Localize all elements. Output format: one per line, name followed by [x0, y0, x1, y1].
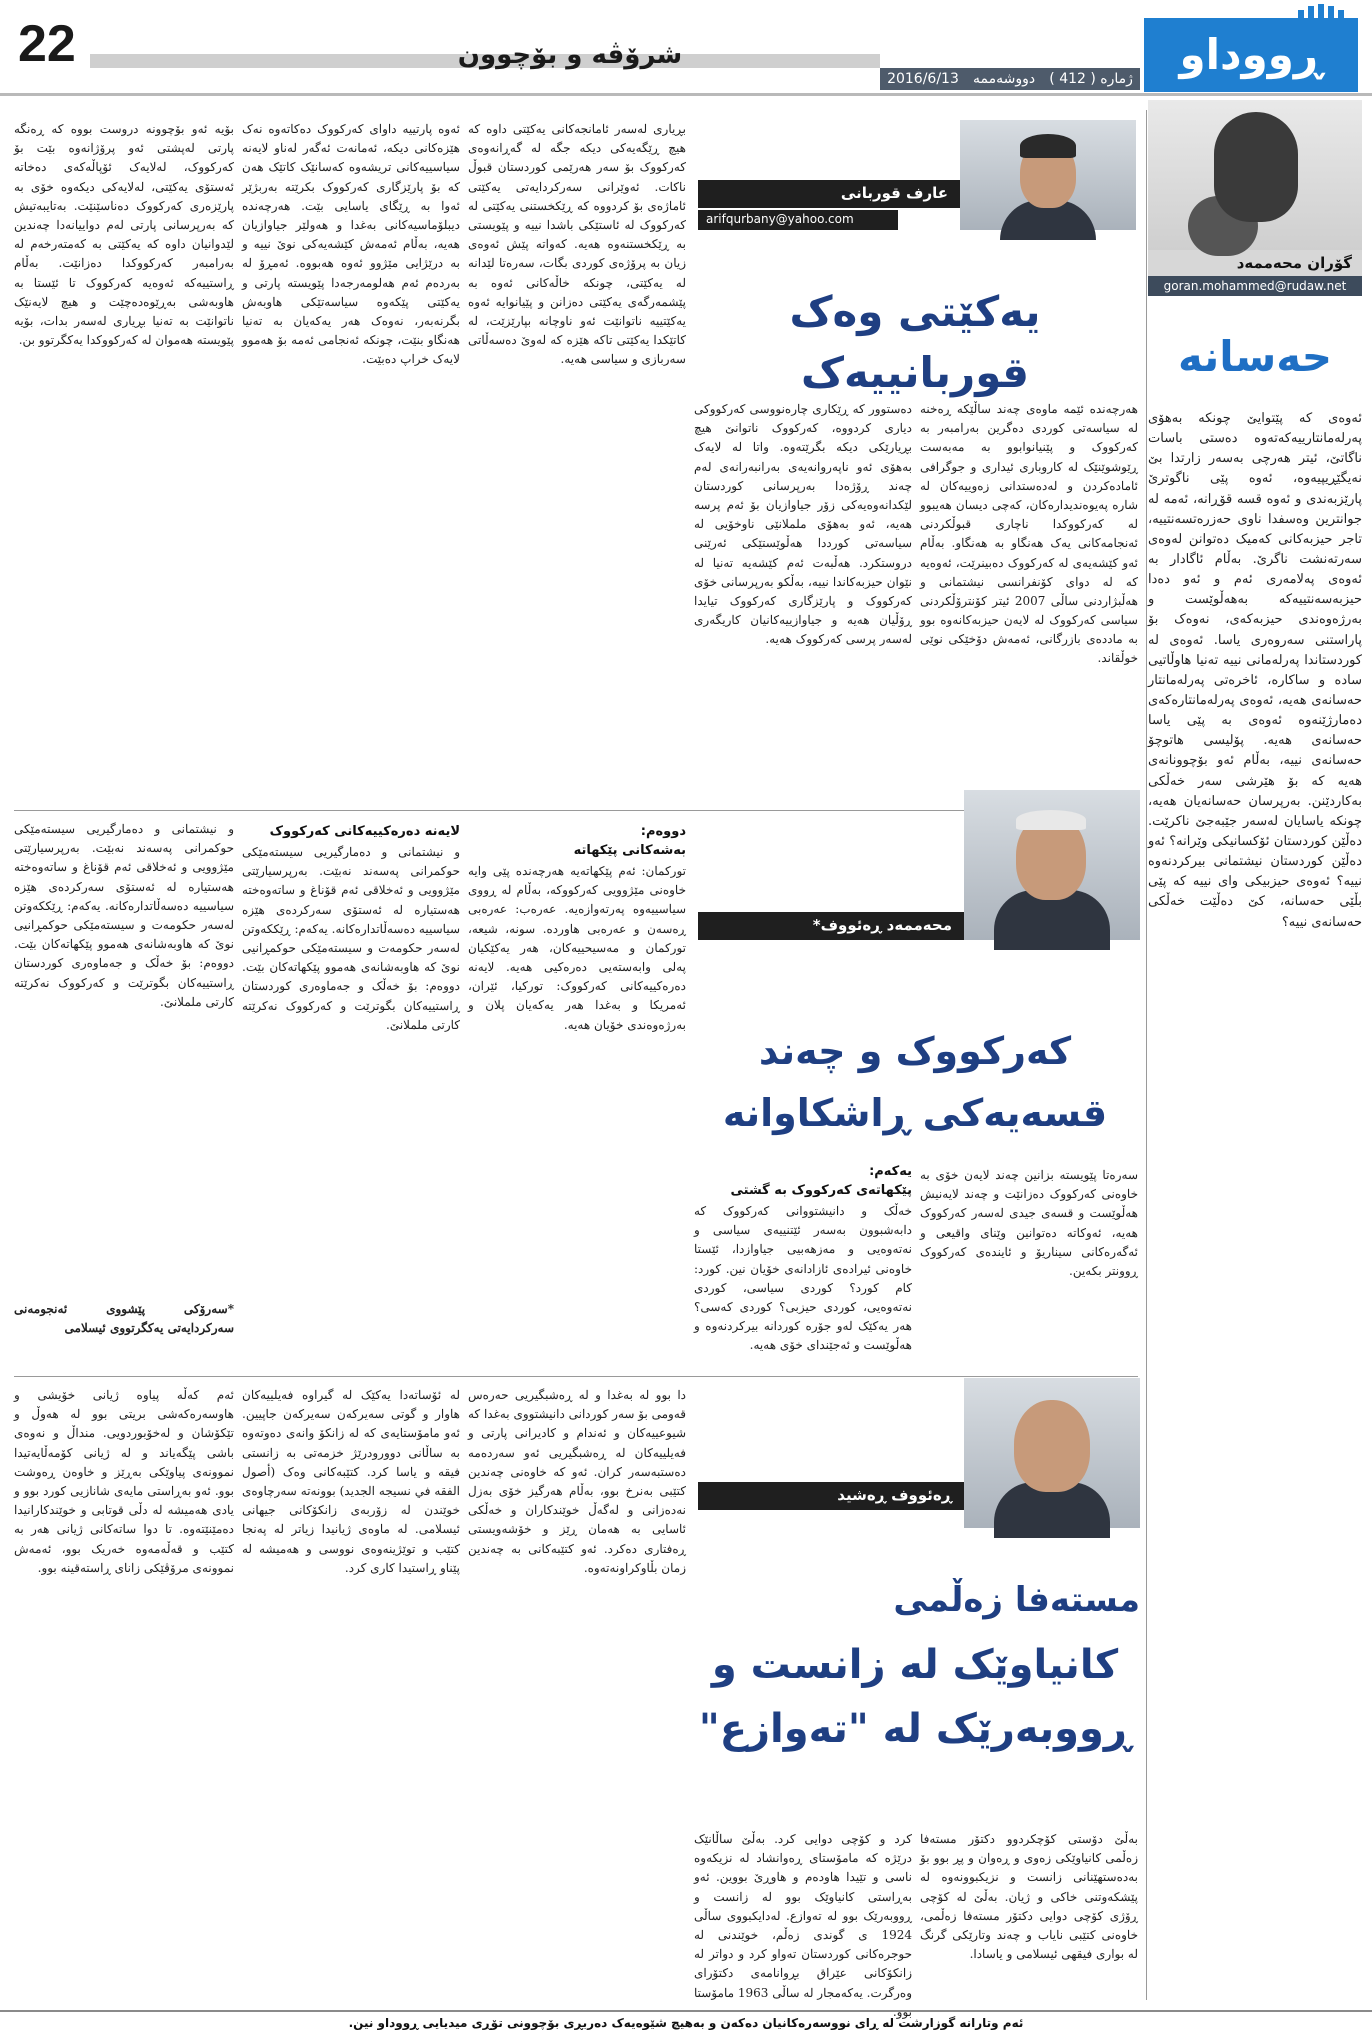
article2-third-title: لایەنە دەرەکییەکانی کەرکووک — [269, 824, 460, 839]
article1-author-email[interactable]: arifqurbany@yahoo.com — [698, 210, 898, 230]
rudaw-logo[interactable]: ڕووداو — [1144, 18, 1358, 92]
column-title: حەسانە — [1177, 332, 1333, 381]
photo-hair — [1020, 134, 1076, 158]
article2-author-photo — [964, 790, 1140, 940]
article1-headline: یەکێتی وەک قوربانییەک — [789, 287, 1041, 397]
issue-weekday: دووشەممە — [973, 71, 1036, 87]
article3-text-col-1: بەڵێ دۆستی کۆچکردوو دکتۆر مستەفا زەڵمی کانیاوێکی زەوی و ڕەوان و پڕ بوو بۆ بەدەستهێنانی زانست و نزیکبوونەوە لە پێشکەوتنی خاکی و ژیان. بەڵێ لە کۆچی ڕۆژی کۆچی دوایی دکتۆر مستەفا زەڵمی، خاوەنی کتێبی نایاب و چەند وتارێکی گرنگ لە بواری فیقهی ئیسلامی و یاسادا. — [920, 1832, 1138, 1962]
columnist-name: گۆران محەممەد — [1148, 250, 1362, 276]
article3-text-col-4: لە ئۆساتەدا یەکێک لە گیراوە فەیلییەکان هاوار و گوتی سەیرکەن سەیرکەن جاپیین. ئەو مامۆستایەی کە لە زانکۆ وانەی دەوتەوە بە ساڵانی دوورودرێژ خزمەتی بە زانستی فیقه و یاسا کرد. کتێبەکانی وەک (أصول الفقه في نسيجه الجديد) بوونەتە سەرچاوەی خوێندن لە زۆربەی زانکۆکانی جیهانی ئیسلامی. لە ماوەی ژیانیدا زیاتر لە پەنجا کتێب و توێژینەوەی نووسی و هەمیشە لە پێناو ڕاستیدا کاری کرد. — [242, 1388, 460, 1575]
article2-text-col-4: و نیشتمانی و دەمارگیریی سیستەمێکی حوکمرانی پەسەند نەبێت. بەرپرسیارێتی مێژوویی و ئەخلاقی ئەم قۆناغ و ساتەوەختە هەستیارە لە ئەستۆی سەرکردەی هێزە سیاسییە دەسەڵاتدارەکانە. یەکەم: ڕێککەوتن لەسەر حکومەت و سیستەمێکی حوکمڕانیی نوێ کە هاوبەشانەی هەموو پێکهاتەکان بێت. دووەم: بۆ خەڵک و جەماوەری کوردستان ڕاستییەکان بگوترێت و کەرکووک نەکرێتە کارتی ململانێ. — [242, 845, 460, 1032]
article-divider-2 — [14, 1376, 1138, 1377]
article2-second-label: دووەم: — [640, 824, 686, 839]
issue-strip — [880, 68, 1140, 90]
article3-headline-line2: کانیاوێک لە زانست و — [711, 1642, 1119, 1688]
article2-footnote: *سەرۆکی پێشووی ئەنجومەنی سەرکردایەتی یەکگرتووی ئیسلامی — [14, 1302, 234, 1336]
article3-headline-line1: مستەفا زەڵمی — [893, 1580, 1140, 1620]
column-divider — [1146, 110, 1147, 2000]
article3-text-col-2: کرد و کۆچی دوایی کرد. بەڵێ ساڵانێک درێژە کە مامۆستای ڕەوانشاد لە نزیکەوە ناسی و تێیدا هاودەم و هاوڕێ بووین. ئەو بەڕاستی کانیاوێک بوو لە زانست و ڕووبەرێک بوو لە تەوازع. لەدایکبووی ساڵی 1924 ی گوندی زەڵم، خوێندنی لە حوجرەکانی کوردستان تەواو کرد و دواتر لە زانکۆکانی عێراق بڕوانامەی دکتۆرای وەرگرت. یەکەمجار لە ساڵی 1963 مامۆستا بوو. — [694, 1832, 912, 2019]
article1-text-col-5: بۆیە ئەو بۆچوونە دروست بووە کە ڕەنگە پارتی لەپشتی ئەو پرۆژانەوە بێت بۆ کەرکووک، لەلایەک ئۆپاڵەکەی دەخاتە ئەستۆی یەکێتی، لەلایەکی دیکەوە خۆی بە پارێزەری کەرکووک دەناسێنێت. بەتایبەتیش کە بەرپرسانی پارتی لەم دواییانەدا چەندین لێدوانیان داوە کە یەکێتی بە کەمتەرخەم لە بەرامبەر کەرکووکدا دەزانێت. بەڵام ڕاستییەکە ئەوەیە کەرکووک تا ئێستا بە هاوبەشی بەڕێوەدەچێت و هیچ لایەنێک ناتوانێت بە تەنیا بڕیاری لەسەر بدات، بۆیە پێویستە هەموان لە کەرکووکدا یەکگرتوو بن. — [14, 122, 234, 348]
article3-text-col-3: دا بوو لە بەغدا و لە ڕەشبگیریی حەرەس قەومی بۆ سەر کوردانی دانیشتووی بەغدا کە شیوعییەکان و ئەندام و کادیرانی پارتی و فەیلییەکان لە ڕەشبگیریی ئەو سەردەمە دەستبەسەر کران. ئەو کە خاوەنی چەندین کتێبی بەنرخ بوو، بەڵام هەرگیز خۆی بەزل نەدەزانی و لەگەڵ خوێندکاران و خەڵکی ئاسایی بە هەمان ڕێز و خۆشەویستی ڕەفتاری دەکرد. ئەو کتێبەکانی بە چەندین زمان بڵاوکراونەتەوە. — [467, 1388, 686, 1575]
article2-text-col-2-wrap — [694, 1160, 912, 1370]
article2-text-col-1: سەرەتا پێویستە بزانین چەند لایەن خۆی بە خاوەنی کەرکووک دەزانێت و چەند لایەنیش هەڵوێست و قسەی جیدی لەسەر کەرکووک هەیە، ئەوکاتە دەتوانین وێنای واقیعی و ئەگەرەکانی سیناریۆ و ئایندەی کەرکووک ڕوونتر بکەین. — [920, 1168, 1138, 1278]
article1-author-photo — [960, 120, 1136, 230]
article3-author-photo — [964, 1378, 1140, 1528]
article2-text-col-2: خەڵک و دانیشتووانی کەرکووک کە دابەشبوون بەسەر ئێتنییەی سیاسی و نەتەوەیی و مەزهەبیی جیاوازدا، ئێستا خاوەنی ئیرادەی ئازادانەی خۆیان نین. کورد: کام کورد؟ کوردی سیاسی، کوردی نەتەوەیی، کوردی حیزبی؟ کوردی کەسی؟ هەر یەکێک لەو جۆرە کوردانە بیرکردنەوە و هەڵوێست و ئەجێندای خۆی هەیە. — [694, 1204, 912, 1353]
page-footer-disclaimer: ئەم وتارانە گوزارشت لە ڕای نووسەرەکانیان دەکەن و بەهیچ شێوەیەک دەربڕی بۆچوونی تۆڕی میدیایی ڕووداو نین. — [0, 2010, 1372, 2034]
columnist-email[interactable]: goran.mohammed@rudaw.net — [1148, 276, 1362, 296]
article2-first-title: پێکهاتەی کەرکووک بە گشتی — [730, 1183, 912, 1198]
article2-text-col-5: و نیشتمانی و دەمارگیریی سیستەمێکی حوکمرانی پەسەند نەبێت. بەرپرسیارێتی مێژوویی و ئەخلاقی ئەم قۆناغ و ساتەوەختە هەستیارە لە ئەستۆی سەرکردەی هێزە سیاسییە دەسەڵاتدارەکانە. یەکەم: ڕێککەوتن لەسەر حکومەت و سیستەمێکی حوکمڕانیی نوێ کە هاوبەشانەی هەموو پێکهاتەکان بێت. دووەم: بۆ خەڵک و جەماوەری کوردستان ڕاستییەکان بگوترێت و کەرکووک نەکرێتە کارتی ململانێ. — [14, 822, 234, 1009]
article2-text-col-4-wrap — [242, 820, 460, 1370]
photo-hair — [1016, 810, 1086, 830]
issue-number: ژمارە ( 412 ) — [1049, 71, 1133, 87]
article2-author-name: محەممەد ڕەئووف* — [698, 912, 964, 940]
photo-head — [1014, 1400, 1090, 1492]
article2-headline-line2: قسەیەکی ڕاشکاوانە — [722, 1091, 1108, 1135]
photo-face — [1214, 112, 1298, 222]
article1-text-col-2: دەستوور کە ڕێکاری چارەنووسی کەرکووکی دیاری کردووە، کەرکووک ناتوانێ هیچ بڕیارێکی دیکە بگرێتەوە. واتا لە لایەک بەهۆی ئەو ناپەروانەیەی بەرانبەرانەی لەم چەند ڕۆژەدا بەرپرسانی کوردستان لێکدانەوەیەکی زۆر جیاوازیان بۆ ئەم پرسە هەیە، ئەو بەهۆی ململانێی ناوخۆیی لە سیاسەتی کورددا هەڵوێستێکی ئەرێنی دروستکرد. هەڵبەت ئەم کێشەیە تەنیا لە نێوان حیزبەکاندا نییە، بەڵکو بەرپرسانی خۆی کەرکووک و پارێزگاری کەرکووک تیایدا ڕۆڵیان هەیە و جیاوازییەکانیان کاریگەری لەسەر پرسی کەرکووک هەیە. — [694, 402, 912, 647]
article3-headline-line3: ڕووبەرێک لە "تەوازع" — [698, 1706, 1132, 1752]
article3-text-col-5: ئەم کەڵە پیاوە ژیانی خۆیشی و هاوسەرەکەشی بریتی بوو لە هەوڵ و تێکۆشان و لەخۆبوردویی. منداڵ و نەوەی باشی پێگەیاند و لە ژیانی کۆمەڵایەتیدا نموونەی پیاوێکی بەڕێز و خاوەن ڕەوشت بوو. ئەو بەڕاستی مایەی شانازیی کورد بوو و یادی هەمیشە لە دڵی قوتابی و خوێندکارانیدا دەمێنێتەوە. تا دوا ساتەکانی ژیانی هەر بە کتێب و قەڵەمەوە خەریک بوو، ئەمەش نموونەی مرۆڤێکی زانای ڕاستەقینە بوو. — [14, 1388, 234, 1575]
article2-second-title: بەشەکانی پێکهاتە — [573, 843, 686, 858]
issue-date: 2016/6/13 — [887, 71, 959, 87]
article1-text-col-1: هەرچەندە ئێمە ماوەی چەند ساڵێکە ڕەخنە لە سیاسەتی کوردی دەگرین بەرامبەر بە کەرکووک و پێنیانوابوو بە مەبەست ڕێوشوێنێک لە کاروباری ئیداری و جوگرافی ئامادەکردن و لەدەستدانی زەوییەکان لە شارە پەیوەندیدارەکان، کەچی دیسان هەیبوو لە کەرکووکدا ناچاری قبوڵکردنی ئەنجامەکانی یەک هەنگاو بە هەنگاو. بەڵام ئەو کێشەیەی لە کەرکووک دەبینرێت، ئەوەیە کە لە دوای کۆنفرانسی نیشتمانی و هەڵبژاردنی ساڵی 2007 ئیتر کۆنترۆڵکردنی سیاسی کەرکووک لە لایەن حیزبەکانەوە بوو بە ماددەی بازرگانی، ئەمەش دۆخێکی نوێی خوڵقاند. — [920, 402, 1138, 666]
article2-headline-line1: کەرکووک و چەند — [758, 1029, 1072, 1073]
article3-author-name: ڕەئووف ڕەشید — [698, 1482, 964, 1510]
article1-author-name: عارف قوربانی — [698, 180, 960, 208]
section-title: شرۆڤە و بۆچوون — [457, 40, 683, 70]
article1-text-col-4: ئەوە پارتییە داوای کەرکووک دەکاتەوە نەک هێزەکانی دیکە، ئەمانەت ئەگەر لەناو لایەنە سیاسییەکانی تریشەوە کەسانێک کاتێک هەن کە بۆ پارێزگاری کەرکووک بکرێتە بەربژێر ئەوا بە ڕێگای یاسایی بێت. هەرچەندە دیبلۆماسیەکانی بەغدا و هەولێر جیاوازیان هەیە، بەڵام ئەمەش کێشەیەکی نوێ نییە و بە درێژایی مێژوو ئەوە هەبووە. ئەمڕۆ لە بەردەم ئەم هەلومەرجەدا پێویستە پارتی و یەکێتی پێکەوە سیاسەتێکی هاوبەش بگرنەبەر، نەوەک هەر یەکەیان بە تەنیا هەنگاو بنێت، چونکە ئەنجامی ئەمە بۆ هەموو لایەک خراپ دەبێت. — [242, 122, 460, 367]
page-number: 22 — [18, 15, 76, 73]
columnist-photo — [1148, 100, 1362, 250]
column-section — [1148, 100, 1362, 933]
article1-text-col-3: بڕیاری لەسەر ئامانجەکانی یەکێتی داوە کە هیچ ڕێگەیەکی دیکە جگە لە گەڕانەوەی کەرکووک بۆ سەر هەرێمی کوردستان قبوڵ ناکات. ئەوێرانی سەرکردایەتی یەکێتی ئاماژەی بۆ کردووە کە ڕێکخستنی یەکێتی لە کەرکووک لە ئاستێکی باشدا نییە و پێویستی بە ڕێکخستنەوە هەیە. کەواتە پێش ئەوەی زیان بە پرۆژەی کوردی بگات، سەرەتا لێدانە لە یەکێتی، چونکە خاڵەکانی ئەوە بە پێشمەرگەی یەکێتی دەزانن و پێیانوایە ئەوە یەکێتییە ناتوانێت ئەو ناوچانە بپارێزێت، لە کاتێکدا یەکێتی تاکە هێزە کە لەوێ دەسەڵاتی سەربازی و سیاسی هەیە. — [468, 122, 686, 367]
page-header — [0, 0, 1372, 96]
column-body: ئەوەی کە پێتوایێ چونکە بەهۆی پەرلەمانتارییەکەتەوە دەستی باسات ناگاتێ، ئیتر هەرچی بەسەر زارتدا بێ نەیگێڕیپیەوە، ئەوە پێی ناگوترێ پارێزبەندی و ئەوە قسە قۆڕانە، ئەمە لە جوانترین وەسفدا ناوی حەزرەتسەنتییە، تاجر حیزبەکانی کەمیک دەتوانن لەوەی سەرتەنشت ناگرێ. بەڵام ئاگادار بە ئەوەی پەلامەری ئەم و ئەو دەدا حیزبەسەنتییەکە بەهەڵوێست و بەرژەوەندی حیزبەکەی، نەوەک بۆ پاراستنی سەروەری یاسا. ئەوەی لە کوردستاندا پەرلەمانی نییە تەنیا هاوڵاتیی سادە و ساکارە، ئاخرەتی پەرلەمانتار حەسانەی هەیە، ئەوەی پەرلەمانتارەکەی دەمارژێنەوە ئەوەی بە پێی یاسا حەسانەی هەیە. پۆلیسی هاتوچۆ حەسانەی نییە، بەڵام ئەو بۆچوونانەی هەیە کە بۆ هێرشی سەر خەڵکی بەکاردێنن. بەرپرسان حەسانەیان هەیە، چونکە یاسایان لەسەر جێبەجێ ناکرێت. دەڵێن کوردستان ئۆکسانیکی وێرانە؟ ئەو دەڵێن کوردستان نیشتمانی بیرکردنەوە نییە؟ ئەوەی حیزبیکی وای نییە کە پێی بڵێی حەسانە، کێ دەڵێت خەڵکی حەسانەی نییە؟ — [1148, 411, 1362, 930]
article2-text-col-3: تورکمان: ئەم پێکهاتەیە هەرچەندە پێی وایە خاوەنی مێژوویی کەرکووکە، بەڵام لە ڕووی سیاسییەوە پەرتەوازەیە. عەرەب: عەرەبی ڕەسەن و عەرەبی هاوردە. سونە، شیعە، تورکمان و مەسیحییەکان، هەر یەکێکیان پەلی وابەستەیی دەرەکیی هەیە. لایەنە دەرەکییەکانی کەرکووک: تورکیا، ئێران، ئەمریکا و بەغدا هەر یەکەیان پلان و بەرژەوەندی خۆیان هەیە. — [468, 864, 686, 1032]
article2-text-col-5-wrap — [14, 820, 234, 1300]
article2-first-label: یەکەم: — [869, 1164, 912, 1179]
article2-text-col-3-wrap — [468, 820, 686, 1370]
